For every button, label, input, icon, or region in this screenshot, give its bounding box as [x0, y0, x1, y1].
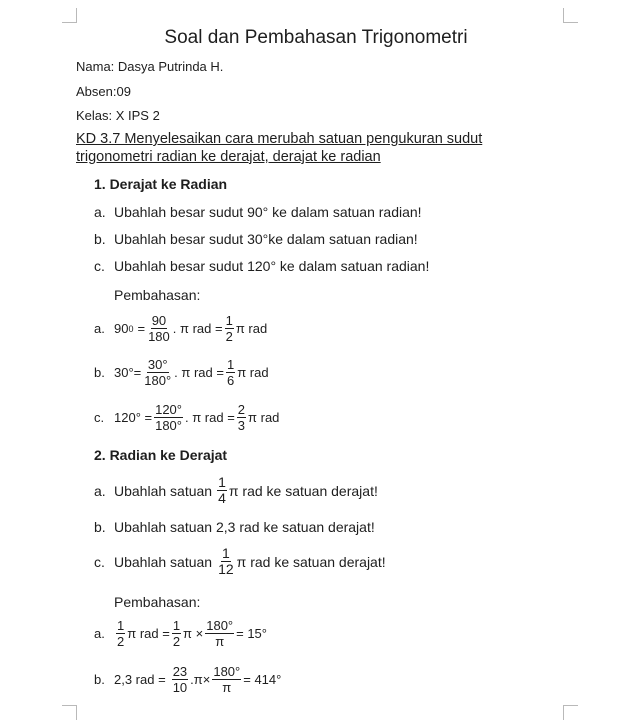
fraction-denominator: 180°: [144, 373, 172, 388]
student-absen: Absen:09: [76, 84, 131, 99]
question-marker: b.: [94, 519, 106, 535]
section1-discussion-label: Pembahasan:: [114, 287, 201, 303]
question-marker: b.: [94, 231, 106, 247]
solution-lhs-sup: 0: [128, 323, 134, 334]
fraction: [172, 618, 181, 649]
fraction-denominator: 180: [148, 329, 170, 344]
solution-2a: [94, 618, 267, 649]
fraction-denominator: 4: [218, 490, 226, 506]
fraction-denominator: π: [215, 634, 225, 649]
solution-mid: π rad =: [127, 626, 170, 641]
solution-mid: . π rad =: [174, 365, 224, 380]
solution-marker: b.: [94, 672, 105, 687]
solution-1b: [94, 357, 269, 388]
kd-line-1: KD 3.7 Menyelesaikan cara merubah satuan pengukuran sudut: [76, 131, 483, 147]
fraction-denominator: 10: [172, 680, 188, 695]
fraction-denominator: 2: [117, 634, 125, 649]
solution-mid: . π rad =: [172, 321, 223, 336]
fraction-denominator: 3: [237, 418, 246, 433]
solution-eq: =: [137, 321, 146, 336]
solution-2b: [94, 664, 281, 695]
fraction-denominator: 2: [172, 634, 181, 649]
corner-mark-bottom-left: [62, 705, 77, 720]
fraction: [212, 664, 241, 695]
fraction-numerator: 23: [172, 664, 188, 679]
question-1b: [94, 231, 418, 247]
question-marker: c.: [94, 553, 105, 570]
corner-mark-top-right: [563, 8, 578, 23]
fraction-denominator: 12: [218, 561, 234, 577]
fraction-numerator: 1: [225, 313, 233, 328]
corner-mark-top-left: [62, 8, 77, 23]
fraction-denominator: 6: [226, 373, 235, 388]
question-2c: [94, 546, 386, 577]
fraction: [237, 402, 246, 433]
corner-mark-bottom-right: [563, 705, 578, 720]
fraction-numerator: 30°: [147, 357, 168, 372]
question-1c: [94, 258, 429, 274]
fraction: [205, 618, 234, 649]
question-text: Ubahlah besar sudut 120° ke dalam satuan radian!: [114, 258, 430, 274]
fraction: [172, 664, 188, 695]
fraction: [225, 313, 234, 344]
question-marker: a.: [94, 204, 106, 220]
solution-mid: .π×: [190, 672, 211, 687]
solution-marker: a.: [94, 321, 105, 336]
fraction-denominator: π: [222, 680, 232, 695]
question-text: Ubahlah satuan 2,3 rad ke satuan derajat!: [114, 519, 375, 535]
fraction: [116, 618, 125, 649]
fraction: [226, 357, 235, 388]
solution-lhs: 2,3 rad =: [114, 672, 166, 687]
question-2a: [94, 475, 378, 506]
fraction: [154, 402, 183, 433]
fraction-numerator: 1: [221, 545, 230, 561]
fraction-numerator: 180°: [206, 618, 234, 633]
solution-lhs: 30°=: [114, 365, 142, 380]
solution-1a: [94, 313, 267, 344]
solution-marker: a.: [94, 626, 105, 641]
question-2b: [94, 519, 375, 535]
solution-result: = 15°: [236, 626, 267, 641]
fraction-numerator: 1: [218, 474, 226, 490]
fraction-numerator: 1: [172, 618, 181, 633]
question-post: π rad ke satuan derajat!: [236, 553, 386, 570]
solution-lhs: 90: [114, 321, 129, 336]
question-text: Ubahlah besar sudut 30°ke dalam satuan radian!: [114, 231, 418, 247]
question-post: π rad ke satuan derajat!: [228, 482, 378, 499]
fraction: [143, 357, 172, 388]
section1-heading: 1. Derajat ke Radian: [94, 176, 228, 192]
question-text: Ubahlah besar sudut 90° ke dalam satuan radian!: [114, 204, 422, 220]
solution-tail: π rad: [248, 410, 280, 425]
fraction-denominator: 180°: [155, 418, 182, 433]
question-pre: Ubahlah satuan: [114, 553, 213, 570]
fraction: [147, 313, 171, 344]
question-marker: c.: [94, 258, 105, 274]
document-title: Soal dan Pembahasan Trigonometri: [164, 27, 468, 48]
solution-marker: c.: [94, 410, 105, 425]
fraction-numerator: 1: [226, 357, 235, 372]
solution-result: = 414°: [243, 672, 282, 687]
question-marker: a.: [94, 482, 106, 499]
solution-marker: b.: [94, 365, 105, 380]
fraction: [217, 475, 227, 506]
kd-line-2: trigonometri radian ke derajat, derajat ke radian: [76, 149, 381, 165]
fraction-numerator: 90: [151, 313, 167, 328]
fraction-numerator: 120°: [155, 402, 182, 417]
solution-1c: [94, 402, 279, 433]
solution-lhs: 120° =: [114, 410, 153, 425]
fraction-numerator: 2: [237, 402, 246, 417]
student-name: Nama: Dasya Putrinda H.: [76, 59, 224, 74]
fraction: [217, 546, 235, 577]
fraction-numerator: 1: [117, 618, 125, 633]
solution-mid: π ×: [183, 626, 204, 641]
section2-discussion-label: Pembahasan:: [114, 594, 201, 610]
fraction-numerator: 180°: [213, 664, 241, 679]
question-1a: [94, 204, 422, 220]
fraction-denominator: 2: [225, 329, 233, 344]
solution-tail: π rad: [237, 365, 269, 380]
question-pre: Ubahlah satuan: [114, 482, 213, 499]
section2-heading: 2. Radian ke Derajat: [94, 447, 228, 463]
solution-tail: π rad: [235, 321, 268, 336]
solution-mid: . π rad =: [184, 410, 235, 425]
student-class: Kelas: X IPS 2: [76, 108, 160, 123]
